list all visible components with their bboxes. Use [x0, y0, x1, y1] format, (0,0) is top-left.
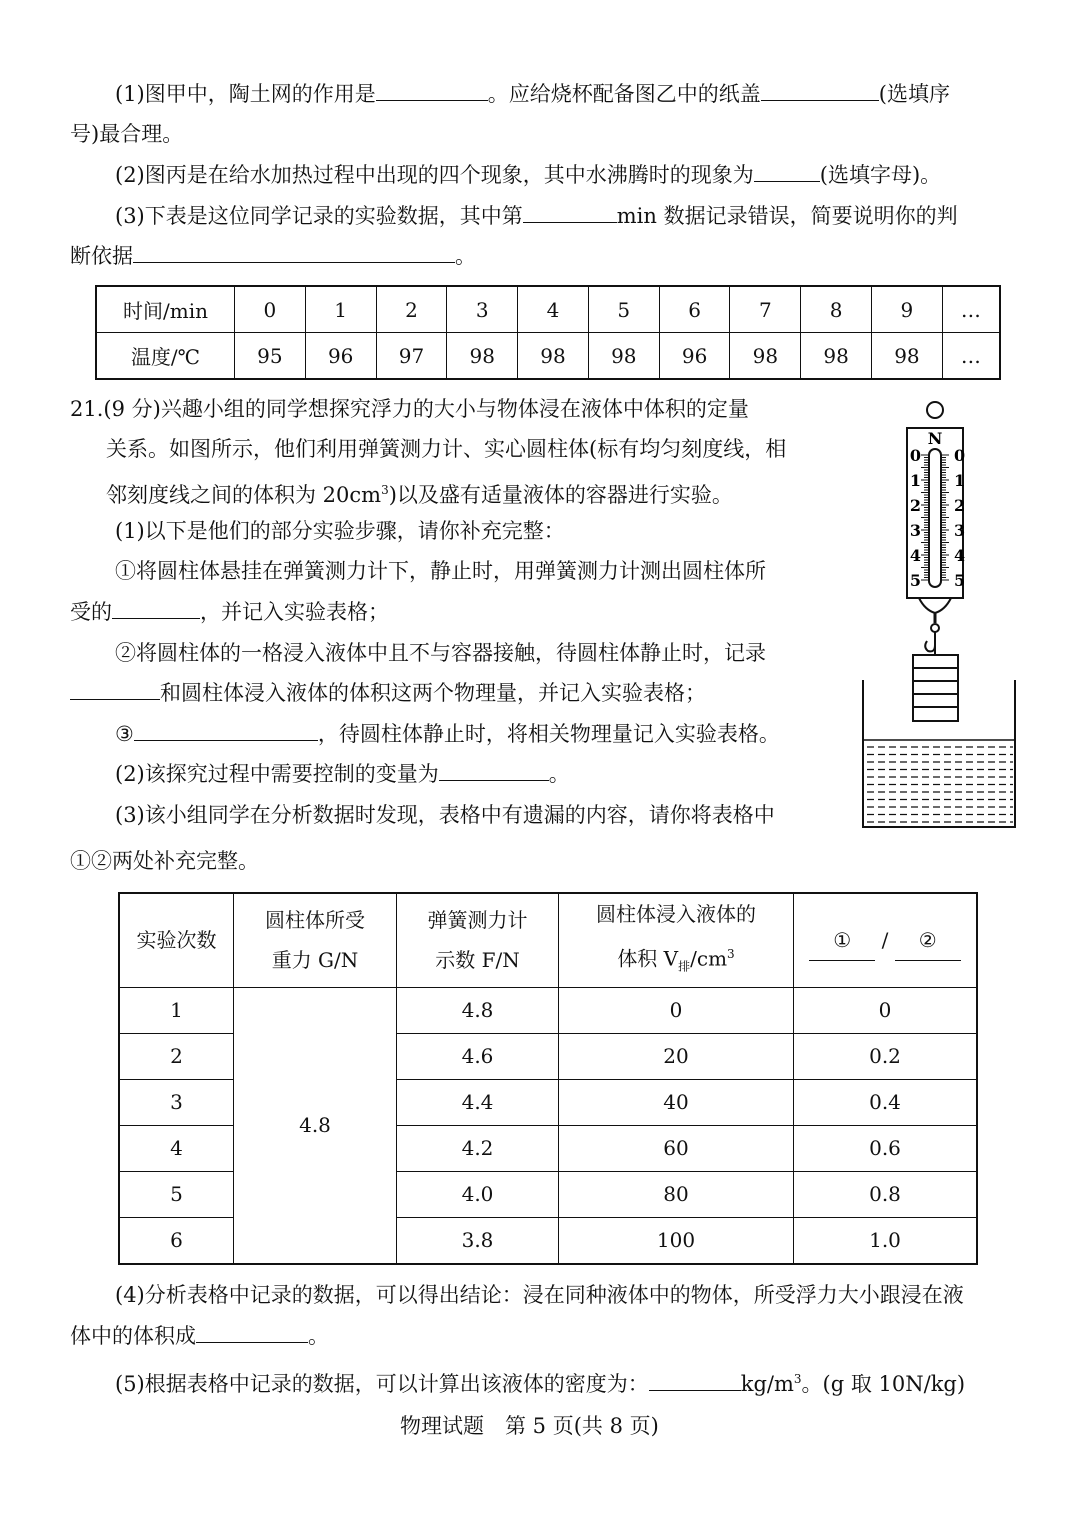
blank-1[interactable]: ①	[809, 920, 875, 961]
text: 3	[793, 1372, 802, 1386]
time-cell: 1	[305, 286, 376, 333]
table-row	[119, 987, 977, 1033]
temp-cell: 98	[872, 333, 943, 380]
text: 。(g 取 10N/kg)	[801, 1372, 966, 1396]
q21-line-2: 关系。如图所示，他们利用弹簧测力计、实心圆柱体(标有均匀刻度线，相	[106, 437, 787, 461]
blank-2[interactable]: ②	[895, 920, 961, 961]
gravity-cell: 4.8	[234, 987, 397, 1264]
scale-number: 5	[909, 571, 921, 590]
q21-line-5: ①将圆柱体悬挂在弹簧测力计下，静止时，用弹簧测力计测出圆柱体所	[115, 559, 766, 583]
time-cell: 5	[588, 286, 659, 333]
q21-line-6	[70, 598, 389, 626]
header-blank[interactable]	[794, 893, 978, 987]
unit-label: N	[927, 429, 943, 448]
temp-cell: 98	[588, 333, 659, 380]
ratio-cell: 0.6	[794, 1125, 978, 1171]
temp-cell: 96	[659, 333, 730, 380]
q21-line-8	[70, 679, 706, 707]
answer-blank[interactable]	[112, 598, 200, 619]
answer-blank[interactable]	[523, 202, 617, 223]
text: 体中的体积成	[70, 1324, 196, 1348]
text: 圆柱体浸入液体的	[596, 902, 756, 926]
text: 。应给烧杯配备图乙中的纸盖	[487, 82, 761, 106]
volume-cell: 0	[559, 987, 794, 1033]
q20-line-2: 号)最合理。	[70, 122, 184, 146]
q21-line-3	[106, 476, 733, 509]
scale-number: 3	[909, 521, 921, 540]
text: 弹簧测力计	[427, 908, 528, 933]
ratio-cell: 0.4	[794, 1079, 978, 1125]
spring-tube	[929, 449, 941, 587]
reading-cell: 4.8	[397, 987, 559, 1033]
row-label: 时间/min	[96, 286, 235, 333]
text: 和圆柱体浸入液体的体积这两个物理量，并记入实验表格；	[160, 681, 706, 705]
scale-number: 0	[954, 446, 966, 465]
temp-cell: 95	[235, 333, 306, 380]
text: /cm	[690, 946, 728, 971]
q21-line-15	[115, 1365, 965, 1398]
time-cell: 4	[518, 286, 589, 333]
scale-ticks	[910, 446, 965, 590]
text: )以及盛有适量液体的容器进行实验。	[388, 483, 733, 507]
text: 断依据	[70, 244, 133, 268]
time-cell: 6	[659, 286, 730, 333]
scale-number: 0	[909, 446, 921, 465]
q20-line-3	[115, 161, 941, 189]
header-row	[119, 893, 977, 987]
buoyancy-table	[118, 892, 978, 1265]
hook-icon	[925, 632, 935, 651]
page-footer: 物理试题 第 5 页(共 8 页)	[400, 1414, 659, 1438]
ratio-cell: 0.2	[794, 1033, 978, 1079]
volume-cell: 60	[559, 1125, 794, 1171]
time-cell: 9	[872, 286, 943, 333]
row-label: 温度/℃	[96, 333, 235, 380]
text: 重力 G/N	[271, 948, 359, 973]
temperature-table	[95, 285, 1001, 380]
cylinder	[913, 655, 958, 721]
volume-cell: 40	[559, 1079, 794, 1125]
temp-cell: 98	[801, 333, 872, 380]
q21-line-7: ②将圆柱体的一格浸入液体中且不与容器接触，待圆柱体静止时，记录	[115, 641, 766, 665]
scale-number: 1	[909, 471, 921, 490]
scale-number: 3	[954, 521, 966, 540]
q21-line-11: (3)该小组同学在分析数据时发现，表格中有遗漏的内容，请你将表格中	[115, 803, 775, 827]
answer-blank[interactable]	[754, 161, 820, 182]
text: (5)根据表格中记录的数据，可以计算出该液体的密度为：	[115, 1372, 649, 1396]
hook-base	[919, 598, 951, 613]
text: kg/m	[740, 1372, 794, 1396]
trial-cell: 2	[119, 1033, 234, 1079]
trial-cell: 3	[119, 1079, 234, 1125]
header-trial: 实验次数	[119, 893, 234, 987]
reading-cell: 4.6	[397, 1033, 559, 1079]
scale-number: 1	[954, 471, 966, 490]
time-cell: 2	[376, 286, 447, 333]
text: 圆柱体所受	[265, 908, 365, 933]
answer-blank[interactable]	[761, 80, 879, 101]
reading-cell: 4.4	[397, 1079, 559, 1125]
trial-cell: 5	[119, 1171, 234, 1217]
volume-cell: 20	[559, 1033, 794, 1079]
time-cell: 0	[235, 286, 306, 333]
container	[863, 680, 1015, 827]
time-cell: 8	[801, 286, 872, 333]
temp-cell: 97	[376, 333, 447, 380]
text: 。	[548, 762, 570, 786]
text: 邻刻度线之间的体积为 20cm	[106, 483, 382, 507]
q21-line-4: (1)以下是他们的部分实验步骤，请你补充完整：	[115, 519, 565, 543]
text: 3	[381, 483, 389, 497]
scale-number: 4	[909, 546, 921, 565]
text: ，待圆柱体静止时，将相关物理量记入实验表格。	[317, 722, 780, 746]
spring-scale-figure	[855, 395, 1025, 835]
trial-cell: 4	[119, 1125, 234, 1171]
text: 。	[455, 244, 476, 268]
reading-cell: 4.2	[397, 1125, 559, 1171]
text: (选填序	[878, 82, 950, 106]
text: 排	[678, 959, 691, 974]
q21-line-14	[70, 1322, 329, 1350]
liquid	[867, 747, 1013, 822]
text: (3)下表是这位同学记录的实验数据，其中第	[115, 204, 523, 228]
ratio-cell: 0	[794, 987, 978, 1033]
header-gravity	[234, 893, 397, 987]
text: /	[881, 927, 889, 952]
time-row	[96, 286, 1000, 333]
text: 体积 V	[617, 946, 679, 971]
q21-line-9	[115, 720, 780, 748]
answer-blank[interactable]	[134, 720, 318, 741]
trial-cell: 6	[119, 1217, 234, 1264]
ring-icon	[927, 402, 943, 418]
text: ③	[115, 722, 134, 746]
answer-blank[interactable]	[196, 1322, 308, 1343]
scale-number: 2	[954, 496, 966, 515]
text: (2)该探究过程中需要控制的变量为	[115, 762, 439, 786]
volume-cell: 100	[559, 1217, 794, 1264]
q20-line-1	[115, 80, 950, 108]
q21-line-12: ①②两处补充完整。	[70, 849, 259, 873]
temp-cell: 96	[305, 333, 376, 380]
header-volume	[559, 893, 794, 987]
q21-line-10	[115, 760, 570, 788]
reading-cell: 3.8	[397, 1217, 559, 1264]
answer-blank[interactable]	[439, 760, 549, 781]
scale-number: 5	[954, 571, 966, 590]
text: min 数据记录错误，简要说明你的判	[616, 204, 958, 228]
temp-row	[96, 333, 1000, 380]
scale-number: 4	[954, 546, 966, 565]
q20-line-5	[70, 242, 476, 270]
scale-number: 2	[909, 496, 921, 515]
text: 3	[727, 947, 735, 961]
trial-cell: 1	[119, 987, 234, 1033]
q20-line-4	[115, 202, 958, 230]
temp-cell: 98	[447, 333, 518, 380]
q21-line-13: (4)分析表格中记录的数据，可以得出结论：浸在同种液体中的物体，所受浮力大小跟浸在液	[115, 1283, 964, 1307]
text: 。	[308, 1324, 329, 1348]
temp-cell: 98	[518, 333, 589, 380]
reading-cell: 4.0	[397, 1171, 559, 1217]
text: 示数 F/N	[435, 948, 520, 973]
answer-blank[interactable]	[649, 1370, 741, 1391]
temp-cell: 98	[730, 333, 801, 380]
header-reading	[397, 893, 559, 987]
text: (1)图甲中，陶土网的作用是	[115, 82, 376, 106]
ratio-cell: 1.0	[794, 1217, 978, 1264]
answer-blank[interactable]	[133, 242, 455, 263]
q21-line-1: 21.(9 分)兴趣小组的同学想探究浮力的大小与物体浸在液体中体积的定量	[70, 397, 749, 421]
time-cell: 7	[730, 286, 801, 333]
text: (2)图丙是在给水加热过程中出现的四个现象，其中水沸腾时的现象为	[115, 163, 754, 187]
temp-cell: …	[942, 333, 1000, 380]
time-cell: …	[942, 286, 1000, 333]
time-cell: 3	[447, 286, 518, 333]
answer-blank[interactable]	[70, 679, 160, 700]
ratio-cell: 0.8	[794, 1171, 978, 1217]
text: ，并记入实验表格；	[200, 600, 389, 624]
volume-cell: 80	[559, 1171, 794, 1217]
answer-blank[interactable]	[376, 80, 488, 101]
text: (选填字母)。	[819, 163, 942, 187]
text: 受的	[70, 600, 112, 624]
